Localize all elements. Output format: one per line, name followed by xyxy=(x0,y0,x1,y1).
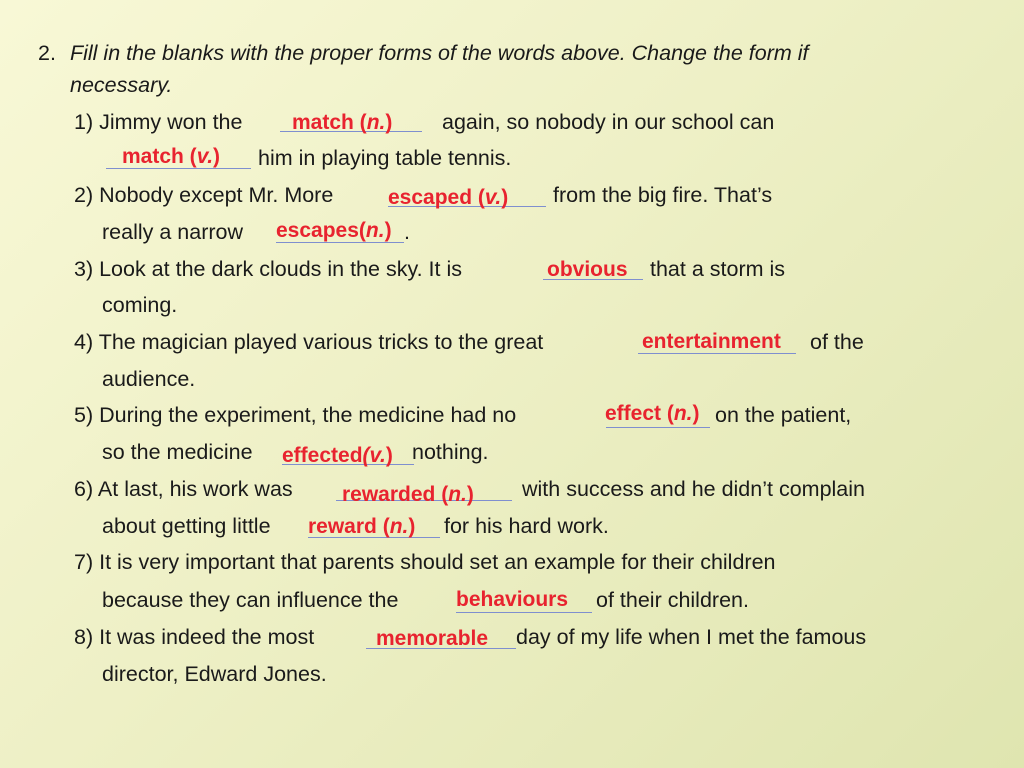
item-3-text-c: coming. xyxy=(102,293,178,317)
item-4-text-a: 4) The magician played various tricks to the great xyxy=(74,330,544,354)
blank-line xyxy=(606,427,710,428)
item-7-text-a: 7) It is very important that parents should set an example for their children xyxy=(74,550,776,574)
item-4-text-b: of the xyxy=(810,330,864,354)
item-2-text-a: 2) Nobody except Mr. More xyxy=(74,183,334,207)
item-2-period: . xyxy=(404,220,410,244)
item-6-text-d: for his hard work. xyxy=(444,514,609,538)
instruction-line-2: necessary. xyxy=(70,73,173,97)
item-6-text-b: with success and he didn’t complain xyxy=(522,477,865,501)
item-5-text-d: nothing. xyxy=(412,440,489,464)
answer-2a: escaped (v.) xyxy=(388,186,509,209)
item-6-text-c: about getting little xyxy=(102,514,271,538)
answer-6a: rewarded (n.) xyxy=(342,483,474,506)
item-1-text-c: him in playing table tennis. xyxy=(258,146,512,170)
item-7-text-b: because they can influence the xyxy=(102,588,399,612)
item-1-text-a: 1) Jimmy won the xyxy=(74,110,243,134)
answer-7: behaviours xyxy=(456,588,569,611)
answer-2b: escapes(n.) xyxy=(276,219,392,242)
answer-8: memorable xyxy=(376,627,489,650)
item-2-text-b: from the big fire. That’s xyxy=(553,183,773,207)
answer-5b: effected(v.) xyxy=(282,444,393,467)
answer-1b: match (v.) xyxy=(122,145,221,168)
item-2-text-c: really a narrow xyxy=(102,220,243,244)
question-number: 2. xyxy=(38,41,56,65)
item-5-text-c: so the medicine xyxy=(102,440,253,464)
instruction-line-1: Fill in the blanks with the proper forms of the words above. Change the form if xyxy=(70,41,809,65)
answer-3: obvious xyxy=(547,258,628,281)
item-8-text-c: director, Edward Jones. xyxy=(102,662,327,686)
answer-6b: reward (n.) xyxy=(308,515,416,538)
answer-5a: effect (n.) xyxy=(605,402,700,425)
item-4-text-c: audience. xyxy=(102,367,196,391)
item-5-text-a: 5) During the experiment, the medicine had no xyxy=(74,403,517,427)
item-5-text-b: on the patient, xyxy=(715,403,852,427)
item-3-text-a: 3) Look at the dark clouds in the sky. It is xyxy=(74,257,462,281)
item-3-text-b: that a storm is xyxy=(650,257,786,281)
item-7-text-c: of their children. xyxy=(596,588,749,612)
answer-1a: match (n.) xyxy=(292,111,393,134)
item-8-text-a: 8) It was indeed the most xyxy=(74,625,315,649)
item-8-text-b: day of my life when I met the famous xyxy=(516,625,867,649)
item-6-text-a: 6) At last, his work was xyxy=(74,477,293,501)
answer-4: entertainment xyxy=(642,330,781,353)
item-1-text-b: again, so nobody in our school can xyxy=(442,110,775,134)
